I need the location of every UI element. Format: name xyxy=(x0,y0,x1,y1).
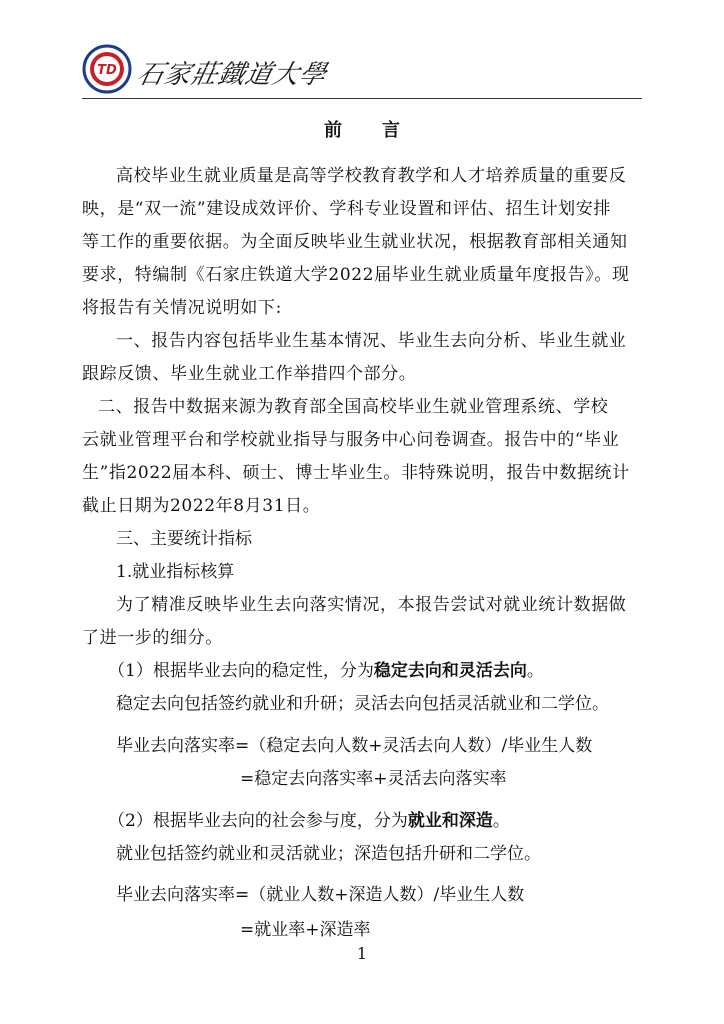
body-line: 生”指2022届本科、硕士、博士毕业生。非特殊说明，报告中数据统计 xyxy=(82,463,630,483)
svg-text:TD: TD xyxy=(97,63,117,78)
subsection-heading: 1.就业指标核算 xyxy=(116,562,235,582)
item-end-text: 。 xyxy=(526,661,544,681)
body-line: 云就业管理平台和学校就业指导与服务中心问卷调查。报告中的“毕业 xyxy=(82,430,620,450)
body-line: 为了精准反映毕业生去向落实情况，本报告尝试对就业统计数据做 xyxy=(116,595,627,615)
body-line: 截止日期为2022年8月31日。 xyxy=(82,496,321,516)
body-line: 一、报告内容包括毕业生基本情况、毕业生去向分析、毕业生就业 xyxy=(116,331,627,351)
formula-line: =稳定去向落实率+灵活去向落实率 xyxy=(240,769,507,789)
body-line: 二、报告中数据来源为教育部全国高校毕业生就业管理系统、学校 xyxy=(98,397,609,417)
emphasis-text: 就业和深造 xyxy=(407,811,493,831)
item-intro-text: （1）根据毕业去向的稳定性，分为 xyxy=(108,661,374,681)
formula-line: =就业率+深造率 xyxy=(240,920,371,940)
page-number: 1 xyxy=(356,944,368,963)
body-line: 高校毕业生就业质量是高等学校教育教学和人才培养质量的重要反 xyxy=(116,166,627,186)
item-intro-text: （2）根据毕业去向的社会参与度，分为 xyxy=(108,811,408,831)
body-line: 跟踪反馈、毕业生就业工作举措四个部分。 xyxy=(82,364,417,384)
document-header xyxy=(82,44,642,100)
emphasis-text: 稳定去向和灵活去向 xyxy=(373,661,527,681)
body-line xyxy=(108,809,510,833)
page-title: 前言 xyxy=(324,120,440,141)
body-line: 要求，特编制《石家庄铁道大学2022届毕业生就业质量年度报告》。现 xyxy=(82,265,630,285)
formula-line: 毕业去向落实率=（稳定去向人数+灵活去向人数）/毕业生人数 xyxy=(116,736,593,756)
university-emblem-icon xyxy=(82,44,132,94)
header-divider xyxy=(82,98,642,99)
body-line: 将报告有关情况说明如下: xyxy=(82,298,282,318)
body-line xyxy=(108,659,544,683)
university-name-logo: 石家莊鐵道大學 xyxy=(134,60,330,90)
item-end-text: 。 xyxy=(492,811,510,831)
formula-line: 毕业去向落实率=（就业人数+深造人数）/毕业生人数 xyxy=(116,885,525,905)
body-line: 稳定去向包括签约就业和升研；灵活去向包括灵活就业和二学位。 xyxy=(116,694,609,714)
section-heading: 三、主要统计指标 xyxy=(116,529,252,549)
body-line: 映，是“双一流”建设成效评价、学科专业设置和评估、招生计划安排 xyxy=(82,199,611,219)
body-line: 等工作的重要依据。为全面反映毕业生就业状况，根据教育部相关通知 xyxy=(82,232,628,252)
body-line: 就业包括签约就业和灵活就业；深造包括升研和二学位。 xyxy=(116,844,541,864)
body-line: 了进一步的细分。 xyxy=(82,628,223,648)
